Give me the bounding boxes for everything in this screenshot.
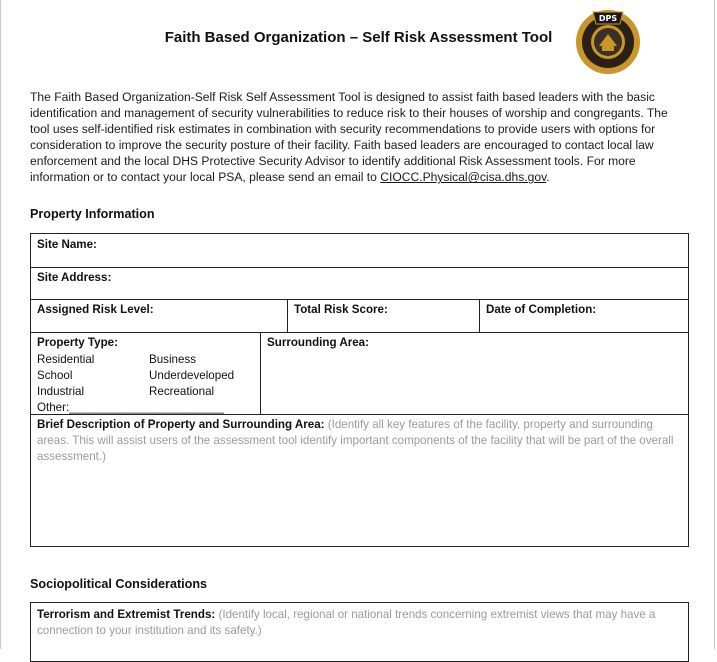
property-information-heading: Property Information <box>30 207 155 221</box>
dps-seal-logo <box>575 2 641 76</box>
intro-paragraph <box>30 89 690 186</box>
document-title: Faith Based Organization – Self Risk Assessment Tool <box>164 29 553 46</box>
property-type-label: Property Type: <box>37 336 118 349</box>
email-link[interactable]: CIOCC.Physical@cisa.dhs.gov <box>380 170 547 185</box>
assigned-risk-label: Assigned Risk Level: <box>37 303 154 316</box>
seal-top-text: DPS <box>598 14 618 23</box>
property-type-option: School <box>37 369 73 382</box>
brief-description-cell <box>37 417 685 465</box>
property-type-option: Recreational <box>149 385 215 398</box>
brief-description-hint: (Identify all key features of the facility, property and surrounding areas. This will assist users of the assessment tool identify important components of the facility that will be part of the overall assessment.) <box>37 418 674 463</box>
property-type-option: Business <box>149 353 197 366</box>
total-risk-label: Total Risk Score: <box>294 303 388 316</box>
brief-description-label: Brief Description of Property and Surrounding Area: <box>37 418 325 431</box>
terrorism-hint: (Identify local, regional or national trends concerning extremist views that may have a connection to your institution and its safety.) <box>37 608 656 637</box>
site-address-label: Site Address: <box>37 271 112 284</box>
sociopolitical-table <box>30 602 689 662</box>
property-type-option: Residential <box>37 353 95 366</box>
intro-text: The Faith Based Organization-Self Risk Self Assessment Tool is designed to assist faith based leaders with the basic identification and management of security vulnerabilities to reduce risk to their houses of worship and congregants. The tool uses self-identified risk estimates in combination with security recommendations to provide users with options for consideration to improve the security posture of their facility. Faith based leaders are encouraged to contact local law enforcement and the local DHS Protective Security Advisor to identify additional Risk Assessment tools. For more information or to contact your local PSA, please send an email to <box>30 90 668 185</box>
surrounding-area-label: Surrounding Area: <box>267 336 369 349</box>
site-name-label: Site Name: <box>37 238 97 251</box>
property-type-other: Other:________________________ <box>37 401 224 414</box>
terrorism-cell <box>37 607 685 639</box>
property-type-col2 <box>149 352 234 400</box>
property-type-option: Underdeveloped <box>149 369 235 382</box>
sociopolitical-heading: Sociopolitical Considerations <box>30 577 208 591</box>
property-type-option: Industrial <box>37 385 85 398</box>
property-information-table <box>30 233 689 547</box>
date-completion-label: Date of Completion: <box>486 303 597 316</box>
intro-end: . <box>546 170 550 185</box>
terrorism-label: Terrorism and Extremist Trends: <box>37 608 216 621</box>
